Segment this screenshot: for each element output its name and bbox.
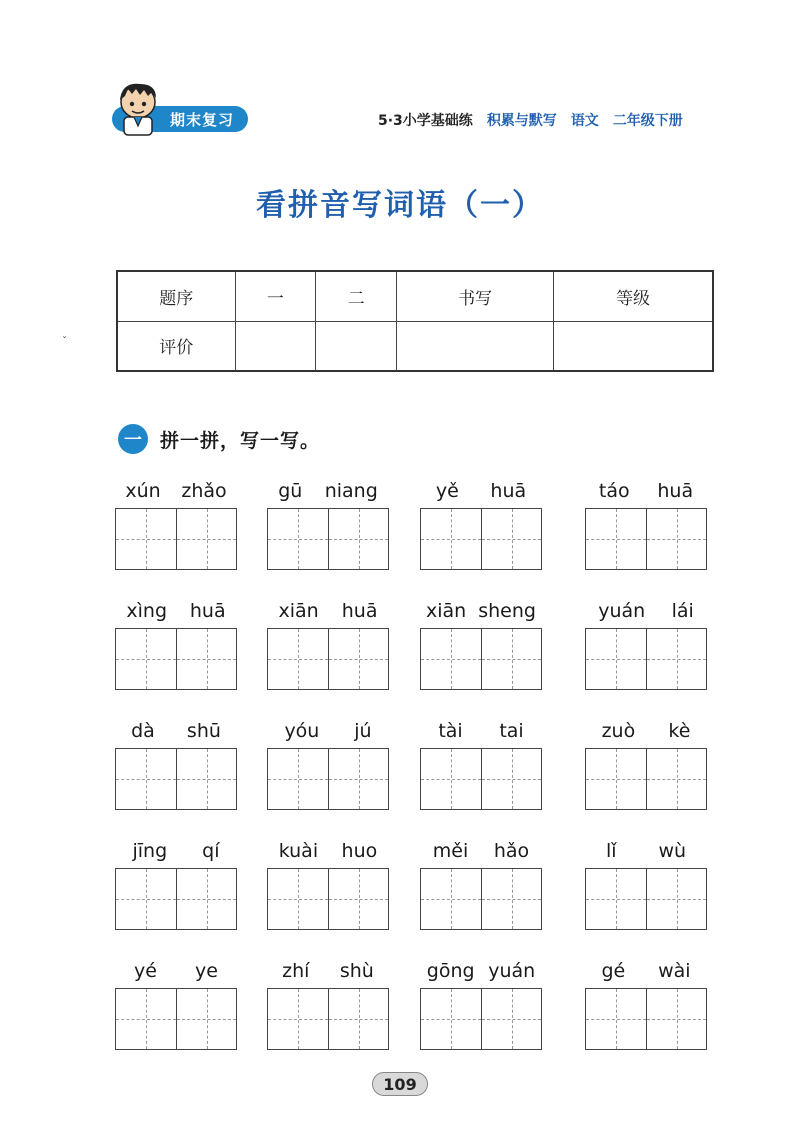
- word-item: [585, 592, 707, 690]
- writing-grid: [420, 988, 542, 1050]
- word-item: [115, 832, 237, 930]
- pinyin-syllable: huā: [189, 600, 226, 622]
- pinyin-syllable: yé: [134, 960, 157, 982]
- book-name: 积累与默写: [486, 113, 557, 129]
- pinyin-label: [420, 832, 542, 862]
- table-cell: 二: [316, 271, 397, 321]
- pinyin-syllable: hǎo: [493, 840, 530, 862]
- word-item: [115, 712, 237, 810]
- pinyin-syllable: dà: [131, 720, 155, 742]
- pinyin-syllable: huo: [341, 840, 378, 862]
- table-cell: 评价: [117, 321, 235, 371]
- table-cell: 题序: [117, 271, 235, 321]
- section-instruction: 拼一拼，写一写。: [160, 429, 321, 452]
- writing-box[interactable]: [421, 989, 481, 1049]
- writing-box[interactable]: [268, 629, 328, 689]
- pinyin-label: [585, 472, 707, 502]
- series-info: [378, 110, 683, 130]
- writing-box[interactable]: [116, 629, 176, 689]
- pinyin-syllable: kuài: [278, 840, 319, 862]
- pinyin-syllable: xún: [125, 480, 161, 502]
- pinyin-label: [115, 712, 237, 742]
- word-item: [267, 952, 389, 1050]
- writing-box[interactable]: [268, 989, 328, 1049]
- writing-grid: [585, 508, 707, 570]
- writing-grid: [115, 508, 237, 570]
- writing-grid: [267, 988, 389, 1050]
- writing-box[interactable]: [646, 509, 706, 569]
- pinyin-syllable: gū: [278, 480, 303, 502]
- table-cell: 等级: [554, 271, 713, 321]
- word-item: [585, 472, 707, 570]
- writing-box[interactable]: [116, 869, 176, 929]
- pinyin-syllable: kè: [668, 720, 691, 742]
- writing-box[interactable]: [116, 509, 176, 569]
- writing-box[interactable]: [421, 869, 481, 929]
- writing-box[interactable]: [328, 629, 388, 689]
- writing-box[interactable]: [328, 509, 388, 569]
- writing-box[interactable]: [481, 869, 541, 929]
- writing-box[interactable]: [328, 989, 388, 1049]
- table-cell: 书写: [397, 271, 554, 321]
- pinyin-syllable: zuò: [601, 720, 636, 742]
- page-title: 看拼音写词语（一）: [256, 188, 544, 223]
- pinyin-syllable: shū: [186, 720, 221, 742]
- writing-grid: [267, 628, 389, 690]
- writing-box[interactable]: [481, 749, 541, 809]
- pinyin-label: [420, 472, 542, 502]
- writing-grid: [420, 748, 542, 810]
- writing-box[interactable]: [646, 749, 706, 809]
- pinyin-syllable: tài: [438, 720, 463, 742]
- pinyin-label: [267, 832, 389, 862]
- writing-box[interactable]: [116, 989, 176, 1049]
- word-item: [267, 832, 389, 930]
- pinyin-syllable: xiān: [278, 600, 319, 622]
- pinyin-label: [585, 712, 707, 742]
- pinyin-syllable: ye: [195, 960, 218, 982]
- writing-box[interactable]: [646, 869, 706, 929]
- writing-box[interactable]: [646, 629, 706, 689]
- pinyin-syllable: qí: [202, 840, 220, 862]
- pinyin-syllable: gé: [601, 960, 626, 982]
- pinyin-syllable: zhǎo: [181, 480, 227, 502]
- writing-box[interactable]: [268, 509, 328, 569]
- writing-grid: [267, 868, 389, 930]
- score-input-cell[interactable]: [235, 321, 316, 371]
- word-item: [267, 592, 389, 690]
- pinyin-syllable: shù: [339, 960, 374, 982]
- score-input-cell[interactable]: [316, 321, 397, 371]
- writing-box[interactable]: [646, 989, 706, 1049]
- pinyin-syllable: yuán: [598, 600, 646, 622]
- writing-box[interactable]: [421, 629, 481, 689]
- pinyin-syllable: měi: [432, 840, 469, 862]
- pinyin-label: [267, 712, 389, 742]
- writing-box[interactable]: [116, 749, 176, 809]
- pinyin-label: [585, 592, 707, 622]
- pinyin-syllable: xiān: [426, 600, 467, 622]
- word-item: [585, 952, 707, 1050]
- writing-box[interactable]: [481, 509, 541, 569]
- pinyin-syllable: huā: [341, 600, 378, 622]
- writing-box[interactable]: [176, 509, 236, 569]
- word-item: [420, 832, 542, 930]
- pinyin-label: [585, 952, 707, 982]
- badge-label: 期末复习: [169, 110, 234, 129]
- writing-grid: [585, 868, 707, 930]
- word-item: [420, 592, 542, 690]
- table-cell: 一: [235, 271, 316, 321]
- section-heading: [118, 424, 320, 454]
- writing-box[interactable]: [268, 869, 328, 929]
- word-item: [585, 832, 707, 930]
- writing-grid: [267, 508, 389, 570]
- pinyin-label: [267, 472, 389, 502]
- writing-box[interactable]: [176, 629, 236, 689]
- boy-mascot-icon: [110, 80, 170, 138]
- pinyin-syllable: huā: [490, 480, 527, 502]
- page-header: [0, 0, 800, 150]
- pinyin-syllable: sheng: [478, 600, 536, 622]
- margin-mark: ˇ: [62, 336, 67, 347]
- page-number: 109: [372, 1072, 428, 1096]
- pinyin-label: [420, 712, 542, 742]
- writing-grid: [420, 628, 542, 690]
- writing-box[interactable]: [328, 869, 388, 929]
- word-item: [115, 592, 237, 690]
- writing-box[interactable]: [481, 629, 541, 689]
- writing-box[interactable]: [586, 989, 646, 1049]
- pinyin-syllable: yóu: [284, 720, 320, 742]
- pinyin-label: [267, 952, 389, 982]
- writing-box[interactable]: [586, 869, 646, 929]
- writing-box[interactable]: [268, 749, 328, 809]
- pinyin-label: [115, 472, 237, 502]
- word-item: [585, 712, 707, 810]
- writing-grid: [115, 868, 237, 930]
- writing-box[interactable]: [176, 989, 236, 1049]
- writing-grid: [420, 508, 542, 570]
- pinyin-syllable: wù: [658, 840, 687, 862]
- word-item: [115, 472, 237, 570]
- pinyin-syllable: niang: [324, 480, 378, 502]
- series-name: 5·3小学基础练: [378, 113, 473, 129]
- word-item: [420, 952, 542, 1050]
- grade-label: 二年级下册: [612, 113, 683, 129]
- subject: 语文: [570, 113, 599, 129]
- pinyin-syllable: gōng: [426, 960, 475, 982]
- writing-box[interactable]: [481, 989, 541, 1049]
- pinyin-syllable: wài: [658, 960, 691, 982]
- writing-grid: [420, 868, 542, 930]
- pinyin-syllable: lái: [671, 600, 694, 622]
- word-item: [267, 712, 389, 810]
- writing-grid: [267, 748, 389, 810]
- pinyin-syllable: huā: [657, 480, 694, 502]
- writing-grid: [585, 628, 707, 690]
- score-input-cell[interactable]: [397, 321, 554, 371]
- word-item: [115, 952, 237, 1050]
- writing-grid: [115, 628, 237, 690]
- word-item: [420, 472, 542, 570]
- word-item: [420, 712, 542, 810]
- writing-box[interactable]: [328, 749, 388, 809]
- pinyin-syllable: jīng: [132, 840, 168, 862]
- pinyin-label: [420, 592, 542, 622]
- pinyin-syllable: táo: [598, 480, 630, 502]
- writing-box[interactable]: [176, 869, 236, 929]
- writing-box[interactable]: [586, 629, 646, 689]
- pinyin-syllable: yě: [435, 480, 459, 502]
- writing-box[interactable]: [586, 749, 646, 809]
- table-row: [117, 271, 713, 321]
- score-input-cell[interactable]: [554, 321, 713, 371]
- pinyin-label: [115, 592, 237, 622]
- writing-grid: [115, 748, 237, 810]
- pinyin-syllable: jú: [354, 720, 372, 742]
- writing-box[interactable]: [176, 749, 236, 809]
- writing-box[interactable]: [586, 509, 646, 569]
- pinyin-syllable: xìng: [126, 600, 168, 622]
- writing-grid: [585, 988, 707, 1050]
- writing-box[interactable]: [421, 509, 481, 569]
- writing-grid: [115, 988, 237, 1050]
- pinyin-label: [585, 832, 707, 862]
- score-table: [116, 270, 714, 372]
- pinyin-syllable: tai: [499, 720, 524, 742]
- pinyin-label: [267, 592, 389, 622]
- pinyin-syllable: zhí: [282, 960, 310, 982]
- pinyin-syllable: lǐ: [605, 840, 617, 862]
- pinyin-syllable: yuán: [488, 960, 536, 982]
- table-row: [117, 321, 713, 371]
- word-item: [267, 472, 389, 570]
- pinyin-label: [115, 952, 237, 982]
- pinyin-label: [115, 832, 237, 862]
- pinyin-label: [420, 952, 542, 982]
- writing-grid: [585, 748, 707, 810]
- writing-box[interactable]: [421, 749, 481, 809]
- section-number: 一: [118, 424, 148, 454]
